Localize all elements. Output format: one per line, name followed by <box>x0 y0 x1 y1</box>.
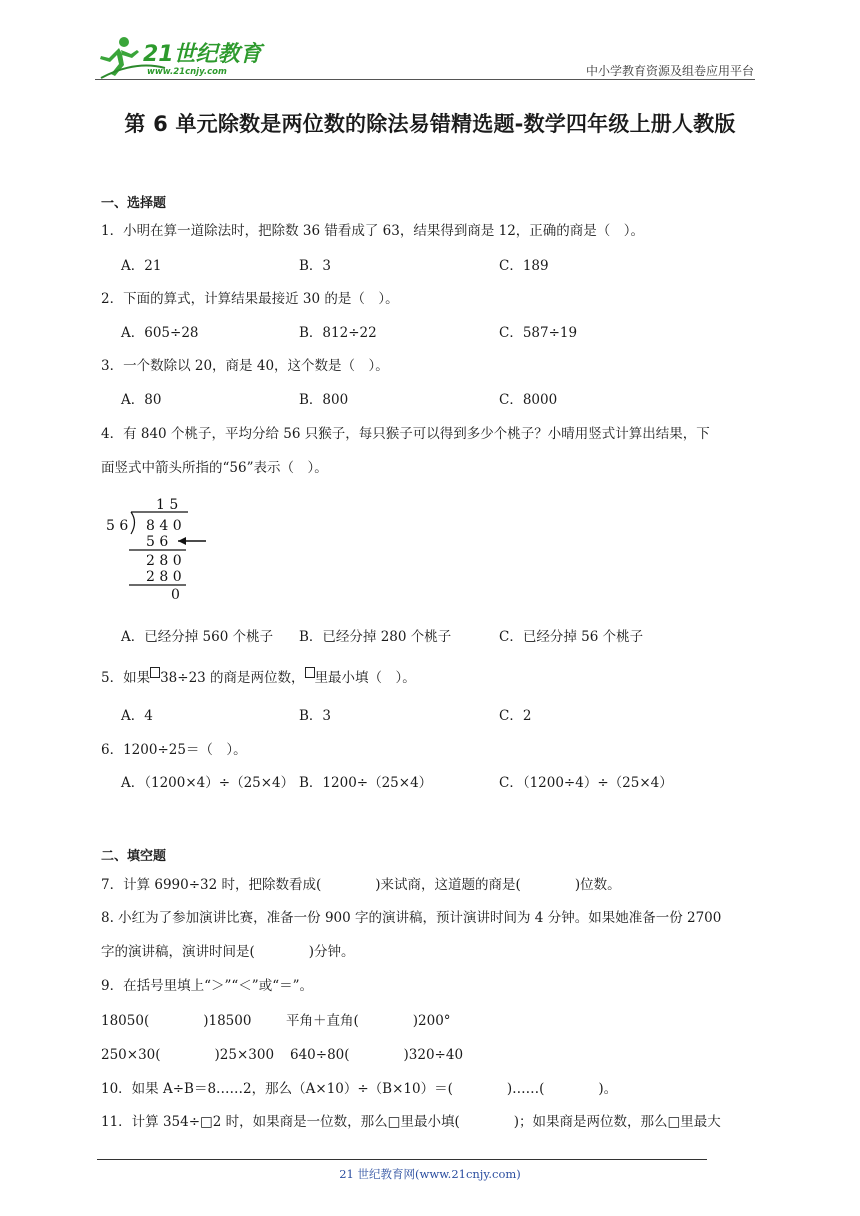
question-7: 7．计算 6990÷32 时，把除数看成( )来试商，这道题的商是( )位数。 <box>101 877 621 893</box>
ld-divisor: 5 6 <box>106 518 129 534</box>
question-6: 6．1200÷25＝（ ）。 <box>101 742 247 758</box>
logo-url: www.21cnjy.com <box>147 67 227 77</box>
q2-option-c: C．587÷19 <box>499 325 578 341</box>
q3-option-b: B．800 <box>299 392 349 408</box>
long-division-figure <box>100 492 220 604</box>
site-logo <box>95 34 265 80</box>
question-8-line-2: 字的演讲稿，演讲时间是( )分钟。 <box>101 944 355 960</box>
q9-item-4: 640÷80( )320÷40 <box>290 1047 464 1063</box>
q1-option-c: C．189 <box>499 258 549 274</box>
ld-step2: 2 8 0 <box>146 553 182 569</box>
question-4-line-2: 面竖式中箭头所指的“56”表示（ ）。 <box>101 460 328 476</box>
ld-dividend: 8 4 0 <box>146 518 182 534</box>
footer-divider <box>97 1159 707 1160</box>
platform-label: 中小学教育资源及组卷应用平台 <box>585 64 754 78</box>
q6-option-c: C．（1200÷4）÷（25×4） <box>499 775 673 791</box>
question-11: 11．计算 354÷□2 时，如果商是一位数，那么□里最小填( )；如果商是两位数，那么□里最大 <box>101 1114 721 1130</box>
q5-middle: 38÷23 的商是两位数， <box>160 670 305 686</box>
q6-option-b: B．1200÷（25×4） <box>299 775 433 791</box>
section-heading-choice: 一、选择题 <box>101 196 167 211</box>
q9-item-2: 平角＋直角( )200° <box>286 1013 451 1029</box>
ld-remainder: 0 <box>171 587 180 603</box>
ld-quotient: 1 5 <box>156 497 179 513</box>
q6-option-a: A．（1200×4）÷（25×4） <box>121 775 295 791</box>
question-9: 9．在括号里填上“＞”“＜”或“＝”。 <box>101 978 313 994</box>
question-5 <box>101 666 416 686</box>
q5-option-b: B．3 <box>299 708 332 724</box>
logo-text: 21世纪教育 <box>143 42 262 67</box>
question-2: 2．下面的算式，计算结果最接近 30 的是（ ）。 <box>101 291 399 307</box>
question-1: 1．小明在算一道除法时，把除数 36 错看成了 63，结果得到商是 12，正确的商是（ ）。 <box>101 223 645 239</box>
q3-option-c: C．8000 <box>499 392 558 408</box>
blank-box-icon <box>150 667 160 678</box>
q5-option-a: A．4 <box>121 708 153 724</box>
q3-option-a: A．80 <box>121 392 162 408</box>
question-8-line-1: 8. 小红为了参加演讲比赛，准备一份 900 字的演讲稿，预计演讲时间为 4 分钟。如果她准备一份 2700 <box>101 910 722 926</box>
q1-option-a: A．21 <box>121 258 162 274</box>
q5-option-c: C．2 <box>499 708 532 724</box>
q4-option-c: C．已经分掉 56 个桃子 <box>499 629 644 645</box>
blank-box-icon <box>305 667 315 678</box>
page-title: 第 6 单元除数是两位数的除法易错精选题-数学四年级上册人教版 <box>124 112 736 136</box>
q5-prefix: 5．如果 <box>101 670 151 686</box>
question-4-line-1: 4．有 840 个桃子，平均分给 56 只猴子，每只猴子可以得到多少个桃子？小晴用竖式计算出结果，下 <box>101 426 710 442</box>
q4-option-b: B．已经分掉 280 个桃子 <box>299 629 452 645</box>
q9-item-3: 250×30( )25×300 <box>101 1047 275 1063</box>
q2-option-a: A．605÷28 <box>121 325 199 341</box>
q1-option-b: B．3 <box>299 258 332 274</box>
ld-step3: 2 8 0 <box>146 569 182 585</box>
q5-suffix: 里最小填（ ）。 <box>314 670 416 686</box>
header-divider <box>95 79 755 80</box>
question-10: 10．如果 A÷B＝8……2，那么（A×10）÷（B×10）＝( )……( )。 <box>101 1081 618 1097</box>
q4-option-a: A．已经分掉 560 个桃子 <box>121 629 274 645</box>
section-heading-fill: 二、填空题 <box>101 849 167 864</box>
ld-step1: 5 6 <box>146 534 169 550</box>
q2-option-b: B．812÷22 <box>299 325 377 341</box>
q9-item-1: 18050( )18500 <box>101 1013 252 1029</box>
question-3: 3．一个数除以 20，商是 40，这个数是（ ）。 <box>101 358 389 374</box>
footer-text: 21 世纪教育网(www.21cnjy.com) <box>339 1167 521 1181</box>
